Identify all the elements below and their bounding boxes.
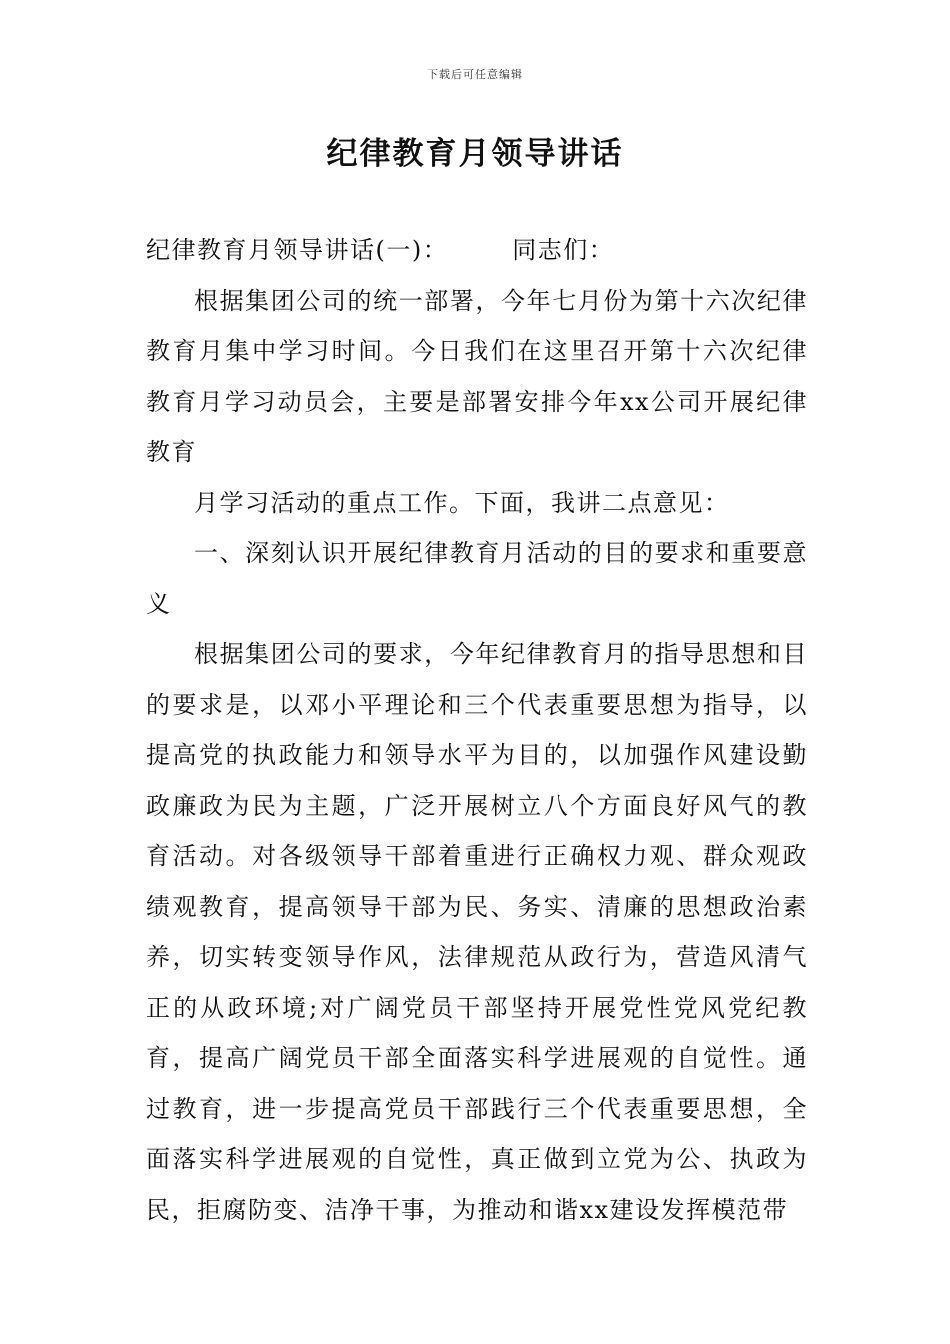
intro-greeting: 同志们：: [512, 236, 615, 264]
paragraph-2: 月学习活动的重点工作。下面，我讲二点意见：: [194, 488, 730, 517]
intro-lead: 纪律教育月领导讲话(一)：: [146, 236, 449, 264]
document-body: [146, 225, 808, 1235]
intro-line: [146, 225, 808, 276]
header-note: 下载后可任意编辑: [427, 68, 523, 81]
paragraph-3: 根据集团公司的要求，今年纪律教育月的指导思想和目的要求是，以邓小平理论和三个代表重要思想为指导，以提高党的执政能力和领导水平为目的，以加强作风建设勤政廉政为民为主题，广泛开展树立八个方面良好风气的教育活动。对各级领导干部着重进行正确权力观、群众观政绩观教育，提高领导干部为民、务实、清廉的思想政治素养，切实转变领导作风，法律规范从政行为，营造风清气正的从政环境;对广阔党员干部坚持开展党性党风党纪教育，提高广阔党员干部全面落实科学进展观的自觉性。通过教育，进一步提高党员干部践行三个代表重要思想，全面落实科学进展观的自觉性，真正做到立党为公、执政为民，拒腐防变、洁净干事，为推动和谐xx建设发挥模范带: [146, 640, 808, 1224]
paragraph-1: 根据集团公司的统一部署，今年七月份为第十六次纪律教育月集中学习时间。今日我们在这里召开第十六次纪律教育月学习动员会，主要是部署安排今年xx公司开展纪律教育: [146, 286, 808, 466]
document-title: 纪律教育月领导讲话: [326, 136, 624, 172]
section-heading-1: 一、深刻认识开展纪律教育月活动的目的要求和重要意义: [146, 539, 808, 618]
